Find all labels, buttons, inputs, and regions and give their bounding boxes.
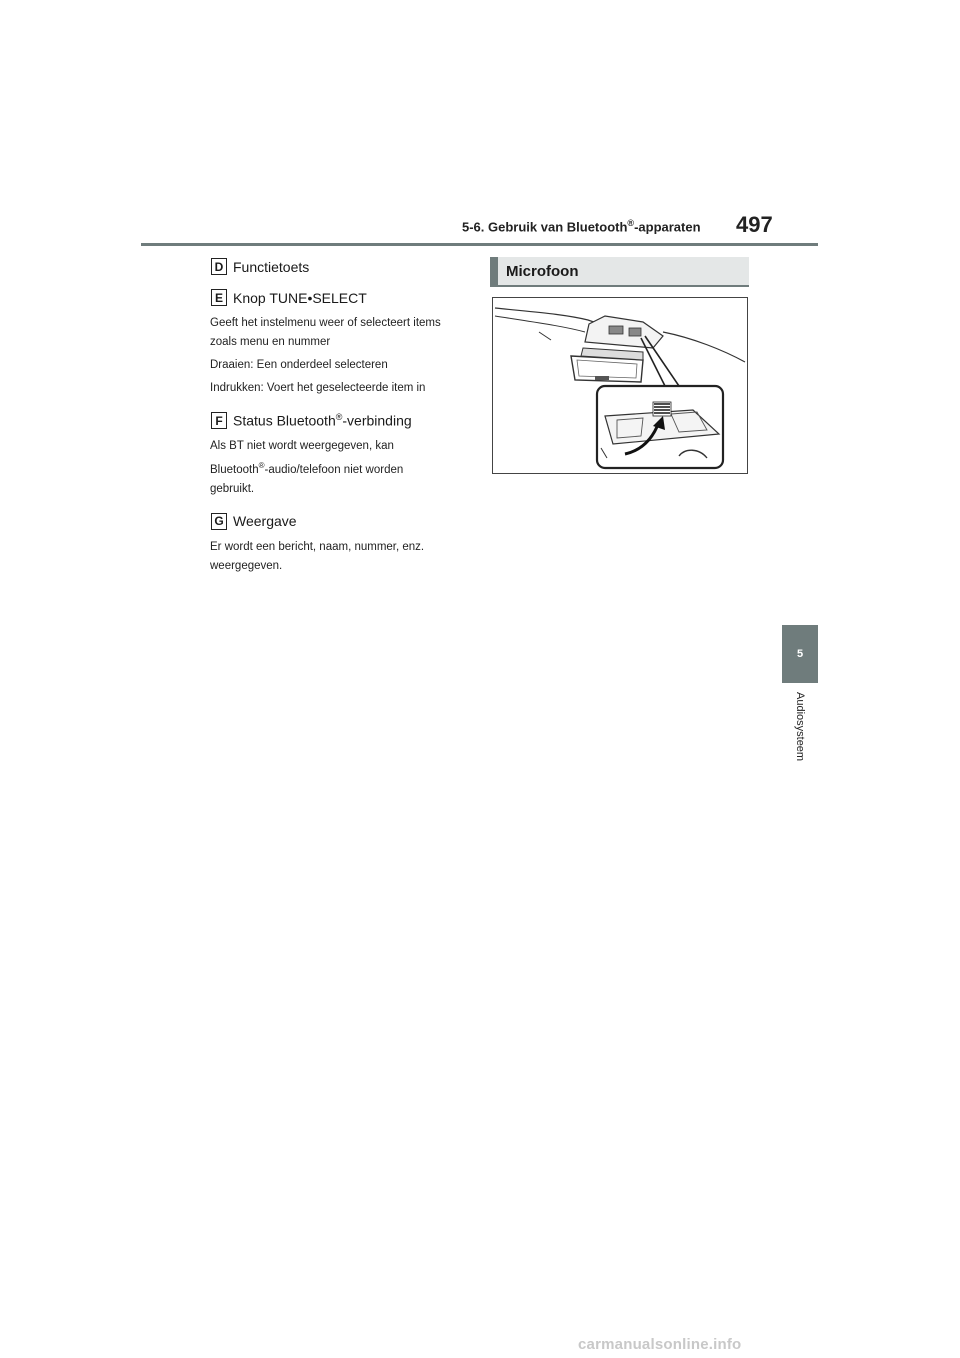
microphone-location-illustration: [492, 297, 748, 474]
item-f-line-2-prefix: Bluetooth: [210, 463, 259, 476]
microphone-illustration-svg: [493, 298, 747, 473]
item-f-line-3: gebruikt.: [210, 482, 255, 495]
callout-letter-g: G: [211, 513, 227, 530]
item-f-line-2-suffix: -audio/telefoon niet worden: [264, 463, 404, 476]
page-number: 497: [736, 212, 773, 237]
callout-letter-f: F: [211, 412, 227, 429]
chapter-tab[interactable]: [782, 625, 818, 683]
item-f-line-2: [210, 456, 465, 480]
item-d-title: Functietoets: [233, 258, 310, 275]
item-e-line-1: Geeft het instelmenu weer of selecteert items zoals menu en nummer: [210, 317, 441, 348]
item-g: [210, 513, 465, 576]
chapter-side-label: [780, 692, 820, 782]
item-f-title-suffix: -verbinding: [342, 412, 412, 429]
header-section-sup: ®: [627, 218, 635, 228]
item-e-line-2: Draaien: Een onderdeel selecteren: [210, 359, 388, 371]
chapter-number: 5: [796, 648, 804, 660]
callout-letter-d: D: [211, 258, 227, 275]
item-e-line-3: Indrukken: Voert het geselecteerde item in: [210, 382, 426, 394]
header-section-suffix: -apparaten: [634, 219, 701, 235]
item-e: [210, 289, 465, 398]
item-f-title: [233, 412, 412, 429]
item-g-text: Er wordt een bericht, naam, nummer, enz. weergegeven.: [210, 540, 425, 572]
chapter-label: Audiosysteem: [794, 692, 806, 762]
header-rule: [141, 243, 818, 246]
item-f-line-2-sup: ®: [258, 461, 265, 470]
microphone-grille: [653, 402, 671, 416]
item-d: [210, 258, 465, 275]
item-g-title: Weergave: [233, 513, 297, 530]
header-section-prefix: 5-6. Gebruik van Bluetooth: [462, 219, 628, 235]
item-f-line-1: Als BT niet wordt weergegeven, kan: [210, 440, 394, 452]
item-f: [210, 412, 465, 499]
running-header: [462, 218, 701, 234]
callout-letter-e: E: [211, 289, 227, 306]
watermark-text: carmanualsonline.info: [578, 1336, 742, 1353]
left-column: [210, 258, 465, 590]
section-title: Microfoon: [506, 262, 579, 280]
section-header-microfoon: [490, 257, 749, 287]
item-f-title-prefix: Status Bluetooth: [233, 412, 336, 429]
item-e-title: Knop TUNE•SELECT: [233, 289, 367, 306]
item-f-title-sup: ®: [335, 412, 343, 423]
